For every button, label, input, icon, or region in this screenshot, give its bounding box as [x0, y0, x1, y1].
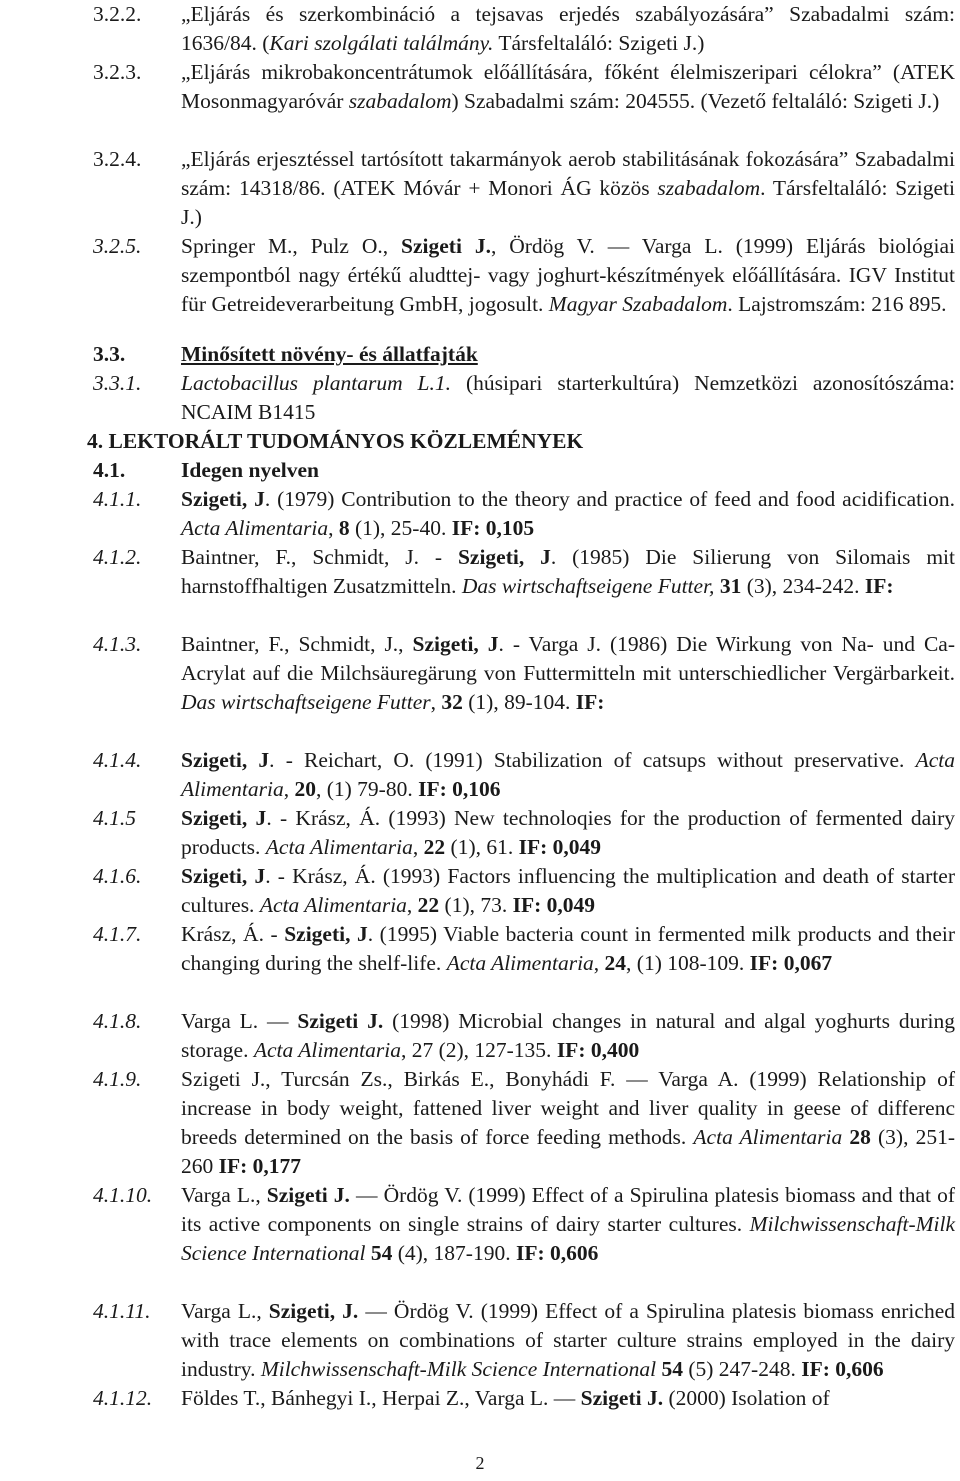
- text-run: . Lajstromszám: 216 895.: [727, 292, 947, 316]
- bold-text: IF: 0,606: [801, 1357, 884, 1381]
- italic-text: Das wirtschaftseigene Futter: [181, 690, 431, 714]
- item-number: 3.3.1.: [93, 371, 142, 395]
- bold-text: IF: 0,105: [451, 516, 535, 540]
- section-number: 4.1.: [93, 458, 126, 482]
- item-text: [181, 145, 955, 232]
- italic-text: Acta Alimentaria: [253, 1038, 401, 1062]
- italic-text: Milchwissenschaft-Milk Science International: [181, 1212, 955, 1265]
- list-item: [93, 746, 955, 804]
- bold-text: IF:: [864, 574, 894, 598]
- item-number: 4.1.6.: [93, 864, 142, 888]
- item-text: [181, 1181, 955, 1268]
- bold-text: IF:: [575, 690, 605, 714]
- chapter-heading-4: [87, 427, 949, 456]
- text-run: „Eljárás erjesztéssel tartósított takarmányok aerob stabilitásának fokozására” Szabadalmi szám: 14318/86. (ATEK Móvár + Monori ÁG közös: [181, 147, 955, 200]
- item-text: [181, 232, 955, 319]
- bold-text: 22: [423, 835, 446, 859]
- text-run: ,: [430, 690, 442, 714]
- text-run: (1), 89-104.: [462, 690, 576, 714]
- text-run: Földes T., Bánhegyi I., Herpai Z., Varga L. ―: [181, 1386, 581, 1410]
- text-run: , 27 (2), 127-135.: [400, 1038, 557, 1062]
- page-number: 2: [475, 1453, 485, 1473]
- list-item: [93, 1384, 955, 1413]
- text-run: Varga L. ―: [181, 1009, 298, 1033]
- italic-text: Milchwissenschaft-Milk Science International: [260, 1357, 657, 1381]
- text-run: ) Szabadalmi szám: 204555. (Vezető feltaláló: Szigeti J.): [451, 89, 940, 113]
- text-run: (4), 187-190.: [392, 1241, 516, 1265]
- item-number: 4.1.3.: [93, 632, 142, 656]
- italic-text: Acta Alimentaria: [259, 893, 407, 917]
- italic-text: Magyar Szabadalom: [548, 292, 728, 316]
- item-number: 4.1.11.: [93, 1299, 151, 1323]
- item-text: [181, 1007, 955, 1065]
- bold-text: 28: [849, 1125, 871, 1149]
- text-run: , (1) 79-80.: [315, 777, 419, 801]
- bold-text: Szigeti J.: [297, 1009, 384, 1033]
- bold-text: 54: [661, 1357, 683, 1381]
- list-item: [93, 862, 955, 920]
- text-run: (1), 61.: [445, 835, 519, 859]
- item-number: 3.2.5.: [93, 234, 142, 258]
- bold-text: 32: [441, 690, 463, 714]
- item-text: [181, 58, 955, 116]
- item-number: 3.2.2.: [93, 2, 142, 26]
- item-number: 3.2.4.: [93, 147, 142, 171]
- list-item: [93, 920, 955, 978]
- bold-text: Szigeti, J.: [268, 1299, 359, 1323]
- item-number: 4.1.4.: [93, 748, 142, 772]
- bold-text: IF: 0,606: [515, 1241, 599, 1265]
- bold-text: 54: [370, 1241, 393, 1265]
- text-run: Varga L.,: [181, 1299, 269, 1323]
- bold-text: Szigeti, J: [457, 545, 551, 569]
- item-text: [181, 862, 955, 920]
- item-number: 3.2.3.: [93, 60, 142, 84]
- text-run: (húsipari starterkultúra) Nemzetközi azonosítószáma: NCAIM B1415: [181, 371, 955, 424]
- text-run: ― Ördög V. (1999) Effect of a Spirulina platesis biomass enriched with trace elements on combinations of starter culture strains employed in the dairy industry.: [181, 1299, 955, 1381]
- item-number: 4.1.8.: [93, 1009, 142, 1033]
- section-heading-4-1: [93, 456, 955, 485]
- text-run: . - Krász, Á. (1993) New technoloqies for the production of fermented dairy products.: [181, 806, 955, 859]
- bold-text: IF: 0,106: [418, 777, 501, 801]
- bold-text: 31: [719, 574, 742, 598]
- italic-text: Acta Alimentaria: [181, 748, 955, 801]
- bold-text: 24: [604, 951, 627, 975]
- bold-text: Szigeti, J: [181, 864, 266, 888]
- text-run: , (1) 108-109.: [626, 951, 750, 975]
- text-run: . Társfeltaláló: Szigeti J.): [181, 176, 955, 229]
- text-run: Baintner, F., Schmidt, J. -: [181, 545, 458, 569]
- text-run: (2000) Isolation of: [663, 1386, 830, 1410]
- item-number: 4.1.10.: [93, 1183, 153, 1207]
- item-text: [181, 1384, 955, 1413]
- list-item: [93, 0, 955, 58]
- italic-text: Acta Alimentaria: [693, 1125, 843, 1149]
- item-text: [181, 0, 955, 58]
- text-run: . - Reichart, O. (1991) Stabilization of catsups without preservative.: [269, 748, 916, 772]
- item-text: [181, 1297, 955, 1384]
- text-run: . - Krász, Á. (1993) Factors influencing the multiplication and death of starter cultures.: [181, 864, 955, 917]
- list-item: [93, 1007, 955, 1065]
- text-run: (5) 247-248.: [682, 1357, 802, 1381]
- text-run: ,: [328, 516, 339, 540]
- section-title: Minősített növény- és állatfajták: [181, 342, 478, 366]
- bold-text: Szigeti, J: [181, 487, 265, 511]
- text-run: . (1995) Viable bacteria count in fermented milk products and their changing during the shelf-life.: [181, 922, 955, 975]
- item-text: [181, 485, 955, 543]
- bold-text: IF: 0,177: [218, 1154, 302, 1178]
- text-run: (3), 251-260: [181, 1125, 955, 1178]
- bold-text: Szigeti J.: [266, 1183, 350, 1207]
- italic-text: Acta Alimentaria: [181, 516, 329, 540]
- list-item: [93, 1181, 955, 1268]
- italic-text: szabadalom: [657, 176, 761, 200]
- text-run: Varga L.,: [181, 1183, 267, 1207]
- bold-text: Szigeti, J: [181, 748, 270, 772]
- text-run: ,: [593, 951, 605, 975]
- list-item: [93, 630, 955, 717]
- bold-text: Szigeti, J: [412, 632, 499, 656]
- text-run: Springer M., Pulz O.,: [181, 234, 402, 258]
- item-text: [181, 543, 955, 601]
- item-text: [181, 920, 955, 978]
- item-text: [181, 369, 955, 427]
- list-item: [93, 58, 955, 116]
- text-run: Krász, Á. -: [181, 922, 285, 946]
- italic-text: Acta Alimentaria: [446, 951, 594, 975]
- text-run: ,: [406, 893, 418, 917]
- text-run: . (1979) Contribution to the theory and practice of feed and food acidification.: [264, 487, 955, 511]
- text-run: . (1985) Die Silierung von Silomais mit harnstoffhaltigen Zusatzmitteln.: [181, 545, 955, 598]
- italic-text: Acta Alimentaria: [265, 835, 413, 859]
- bold-text: IF: 0,067: [749, 951, 833, 975]
- text-run: ― Ördög V. (1999) Effect of a Spirulina platesis biomass and that of its active components on single strains of dairy starter cultures.: [181, 1183, 955, 1236]
- text-run: . - Varga J. (1986) Die Wirkung von Na- und Ca-Acrylat auf die Milchsäuregärung von Futtermitteln mit unterschiedlicher Vergärbarkeit.: [181, 632, 955, 685]
- bold-text: IF: 0,400: [556, 1038, 640, 1062]
- bold-text: Szigeti, J: [284, 922, 368, 946]
- italic-text: szabadalom: [348, 89, 452, 113]
- item-number: 4.1.5: [93, 806, 136, 830]
- item-number: 4.1.9.: [93, 1067, 142, 1091]
- text-run: (3), 234-242.: [741, 574, 865, 598]
- bold-text: IF: 0,049: [512, 893, 596, 917]
- item-text: [181, 1065, 955, 1181]
- list-item: [93, 1065, 955, 1181]
- item-number: 4.1.1.: [93, 487, 142, 511]
- bold-text: Szigeti J.: [580, 1386, 664, 1410]
- item-text: [181, 630, 955, 717]
- bold-text: Szigeti J.: [401, 234, 491, 258]
- bold-text: 20: [294, 777, 316, 801]
- list-item: [93, 369, 955, 427]
- item-number: 4.1.2.: [93, 545, 142, 569]
- list-item: [93, 804, 955, 862]
- text-run: Társfeltaláló: Szigeti J.): [493, 31, 705, 55]
- item-number: 4.1.7.: [93, 922, 142, 946]
- bold-text: IF: 0,049: [518, 835, 602, 859]
- section-number: 3.3.: [93, 342, 126, 366]
- text-run: (1), 73.: [439, 893, 513, 917]
- list-item: [93, 232, 955, 319]
- text-run: „Eljárás és szerkombináció a tejsavas erjedés szabályozására” Szabadalmi szám: 1636/84. (: [181, 2, 955, 55]
- text-run: ,: [412, 835, 424, 859]
- section-title: Idegen nyelven: [181, 458, 319, 482]
- italic-text: Lactobacillus plantarum L.1.: [181, 371, 452, 395]
- text-run: ,: [283, 777, 295, 801]
- list-item: [93, 543, 955, 601]
- text-run: (1998) Microbial changes in natural and algal yoghurts during storage.: [181, 1009, 955, 1062]
- bold-text: 22: [417, 893, 440, 917]
- text-run: (1), 25-40.: [349, 516, 452, 540]
- text-run: Szigeti J., Turcsán Zs., Birkás E., Bonyhádi F. ― Varga A. (1999) Relationship of increase in body weight, fattened liver weight and liver quality in geese of differenc breeds determined on the basis of force feeding methods.: [181, 1067, 955, 1149]
- bold-text: Szigeti, J: [181, 806, 267, 830]
- text-run: Baintner, F., Schmidt, J.,: [181, 632, 413, 656]
- list-item: [93, 1297, 955, 1384]
- list-item: [93, 485, 955, 543]
- section-heading-3-3: [93, 340, 955, 369]
- item-number: 4.1.12.: [93, 1386, 153, 1410]
- list-item: [93, 145, 955, 232]
- bold-text: 8: [338, 516, 350, 540]
- text-run: , Ördög V. ― Varga L. (1999) Eljárás biológiai szempontból nagy értékű aludttej- vagy joghurt-készítmények előállítására. IGV Institut für Getreideverarbeitung GmbH, jogosult.: [181, 234, 956, 316]
- italic-text: Das wirtschaftseigene Futter,: [461, 574, 715, 598]
- chapter-title: 4. LEKTORÁLT TUDOMÁNYOS KÖZLEMÉNYEK: [87, 429, 584, 453]
- item-text: [181, 804, 955, 862]
- text-run: „Eljárás mikrobakoncentrátumok előállítására, főként élelmiszeripari célokra” (ATEK Mosonmagyaróvár: [181, 60, 955, 113]
- item-text: [181, 746, 955, 804]
- italic-text: Kari szolgálati találmány.: [269, 31, 494, 55]
